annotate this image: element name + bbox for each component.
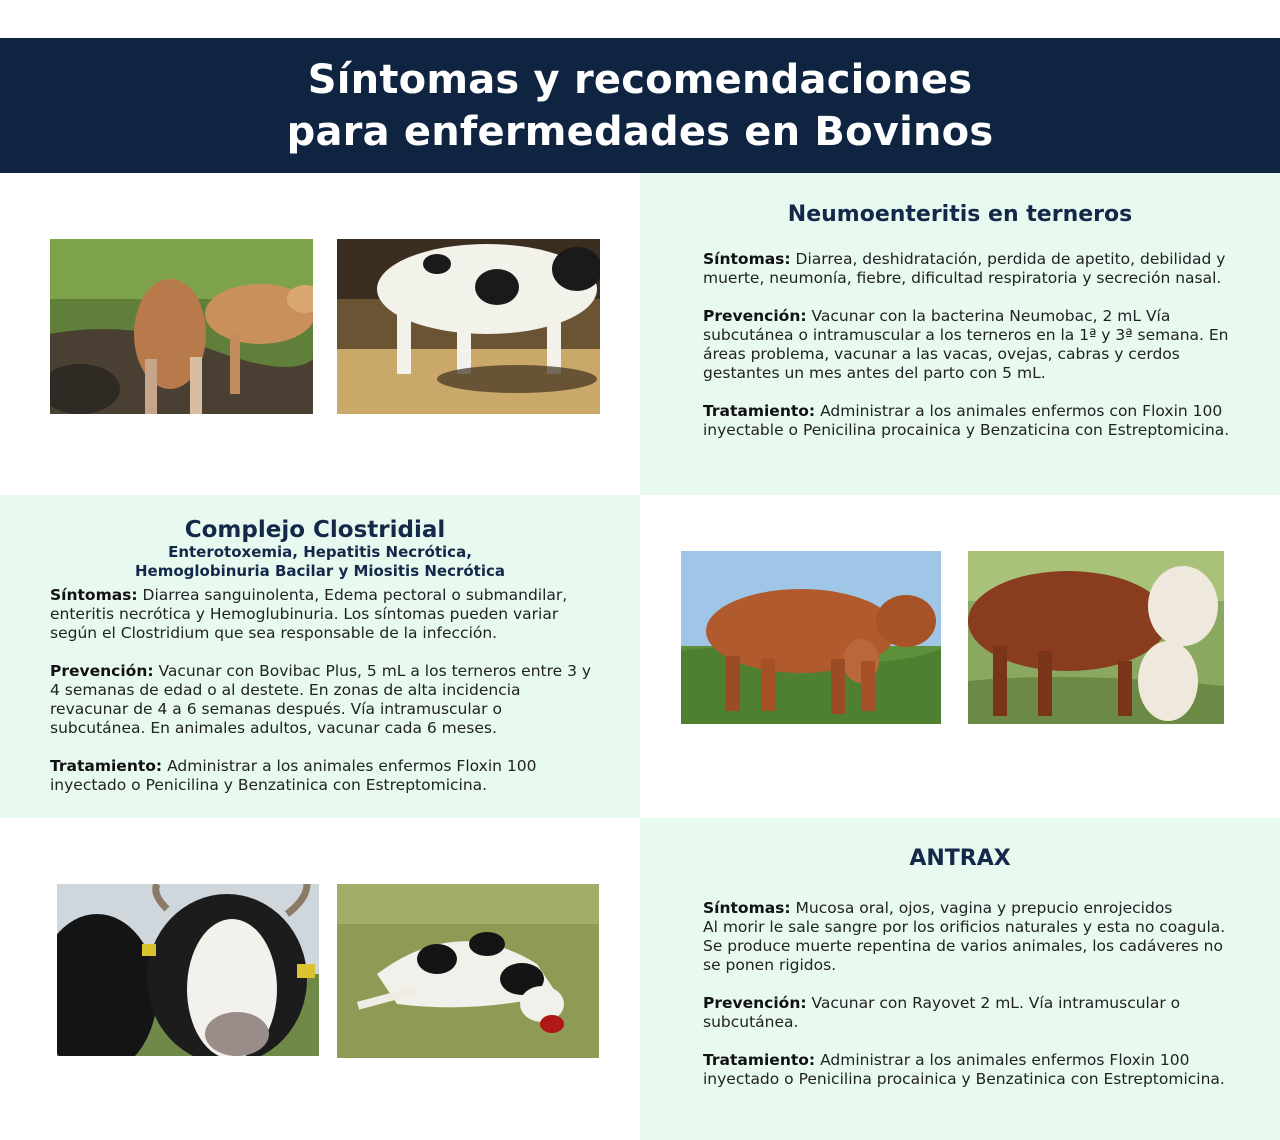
prevencion-paragraph bbox=[703, 307, 1273, 383]
clostridial-photos bbox=[640, 495, 1280, 818]
clostridial-subtitle-line-2: Hemoglobinuria Bacilar y Miositis Necrótica bbox=[135, 562, 505, 580]
antrax-body bbox=[703, 899, 1273, 1089]
clostridial-title: Complejo Clostridial bbox=[184, 517, 446, 543]
sintomas-paragraph bbox=[50, 586, 630, 643]
page-title-line-1: Síntomas y recomendaciones bbox=[307, 56, 973, 103]
sintomas-text: enteritis necrótica y Hemoglubinuria. Los síntomas pueden variar bbox=[50, 605, 559, 623]
clostridial-body bbox=[50, 586, 630, 795]
sintomas-text: según el Clostridium que sea responsable de la infección. bbox=[50, 624, 498, 642]
sintomas-label: Síntomas: bbox=[703, 899, 791, 917]
prevencion-text: Vacunar con la bacterina Neumobac, 2 mL Vía bbox=[811, 307, 1171, 325]
sintomas-text: Diarrea, deshidratación, perdida de apetito, debilidad y bbox=[795, 250, 1226, 268]
prevencion-text: subcutánea. En animales adultos, vacunar cada 6 meses. bbox=[50, 719, 497, 737]
prevencion-text: gestantes un mes antes del parto con 5 mL. bbox=[703, 364, 1046, 382]
prevencion-label: Prevención: bbox=[703, 994, 807, 1012]
prevencion-paragraph bbox=[50, 662, 630, 738]
tratamiento-label: Tratamiento: bbox=[703, 1051, 816, 1069]
clostridial-subtitle-line-1: Enterotoxemia, Hepatitis Necrótica, bbox=[168, 543, 472, 561]
clostridial-section bbox=[0, 495, 640, 818]
tratamiento-text: inyectable o Penicilina procainica y Benzaticina con Estreptomicina. bbox=[703, 421, 1230, 439]
prevencion-paragraph bbox=[703, 994, 1273, 1032]
antrax-title: ANTRAX bbox=[909, 846, 1011, 871]
brown-white-cow-photo bbox=[968, 551, 1224, 724]
tratamiento-label: Tratamiento: bbox=[703, 402, 816, 420]
dead-cow-photo bbox=[337, 884, 599, 1058]
tratamiento-text: inyectado o Penicilina y Benzatinica con Estreptomicina. bbox=[50, 776, 488, 794]
antrax-photos bbox=[0, 818, 640, 1140]
cows-closeup-photo bbox=[57, 884, 319, 1056]
tratamiento-paragraph bbox=[703, 402, 1273, 440]
page-title-line-2: para enfermedades en Bovinos bbox=[286, 108, 994, 155]
neumoenteritis-section bbox=[640, 173, 1280, 495]
tratamiento-label: Tratamiento: bbox=[50, 757, 163, 775]
tratamiento-paragraph bbox=[703, 1051, 1273, 1089]
tratamiento-text: inyectado o Penicilina procainica y Benzatinica con Estreptomicina. bbox=[703, 1070, 1225, 1088]
sick-calves-photo bbox=[50, 239, 313, 414]
sintomas-text: Mucosa oral, ojos, vagina y prepucio enrojecidos bbox=[795, 899, 1173, 917]
prevencion-label: Prevención: bbox=[703, 307, 807, 325]
tratamiento-paragraph bbox=[50, 757, 630, 795]
sintomas-text: muerte, neumonía, fiebre, dificultad respiratoria y secreción nasal. bbox=[703, 269, 1222, 287]
prevencion-text: Vacunar con Bovibac Plus, 5 mL a los terneros entre 3 y bbox=[158, 662, 592, 680]
sintomas-text: Se produce muerte repentina de varios animales, los cadáveres no bbox=[703, 937, 1223, 955]
prevencion-text: subcutánea. bbox=[703, 1013, 799, 1031]
tratamiento-text: Administrar a los animales enfermos Floxin 100 bbox=[167, 757, 537, 775]
antrax-section bbox=[640, 818, 1280, 1140]
page-header bbox=[0, 38, 1280, 173]
sintomas-label: Síntomas: bbox=[50, 586, 138, 604]
prevencion-text: áreas problema, vacunar a las vacas, ovejas, cabras y cerdos bbox=[703, 345, 1180, 363]
tratamiento-text: Administrar a los animales enfermos Floxin 100 bbox=[820, 1051, 1190, 1069]
sintomas-text: Al morir le sale sangre por los orificios naturales y esta no coagula. bbox=[703, 918, 1226, 936]
prevencion-label: Prevención: bbox=[50, 662, 154, 680]
neumoenteritis-title: Neumoenteritis en terneros bbox=[787, 202, 1133, 227]
neumoenteritis-photos bbox=[0, 173, 640, 495]
sintomas-paragraph bbox=[703, 899, 1273, 975]
neumoenteritis-body bbox=[703, 250, 1273, 440]
prevencion-text: revacunar de 4 a 6 semanas después. Vía intramuscular o bbox=[50, 700, 502, 718]
brown-bull-photo bbox=[681, 551, 941, 724]
calf-black-white-photo bbox=[337, 239, 600, 414]
sintomas-label: Síntomas: bbox=[703, 250, 791, 268]
prevencion-text: 4 semanas de edad o al destete. En zonas de alta incidencia bbox=[50, 681, 521, 699]
sintomas-text: Diarrea sanguinolenta, Edema pectoral o submandilar, bbox=[142, 586, 568, 604]
tratamiento-text: Administrar a los animales enfermos con Floxin 100 bbox=[820, 402, 1223, 420]
sintomas-text: se ponen rigidos. bbox=[703, 956, 837, 974]
prevencion-text: Vacunar con Rayovet 2 mL. Vía intramuscular o bbox=[811, 994, 1181, 1012]
prevencion-text: subcutánea o intramuscular a los terneros en la 1ª y 3ª semana. En bbox=[703, 326, 1229, 344]
sintomas-paragraph bbox=[703, 250, 1273, 288]
